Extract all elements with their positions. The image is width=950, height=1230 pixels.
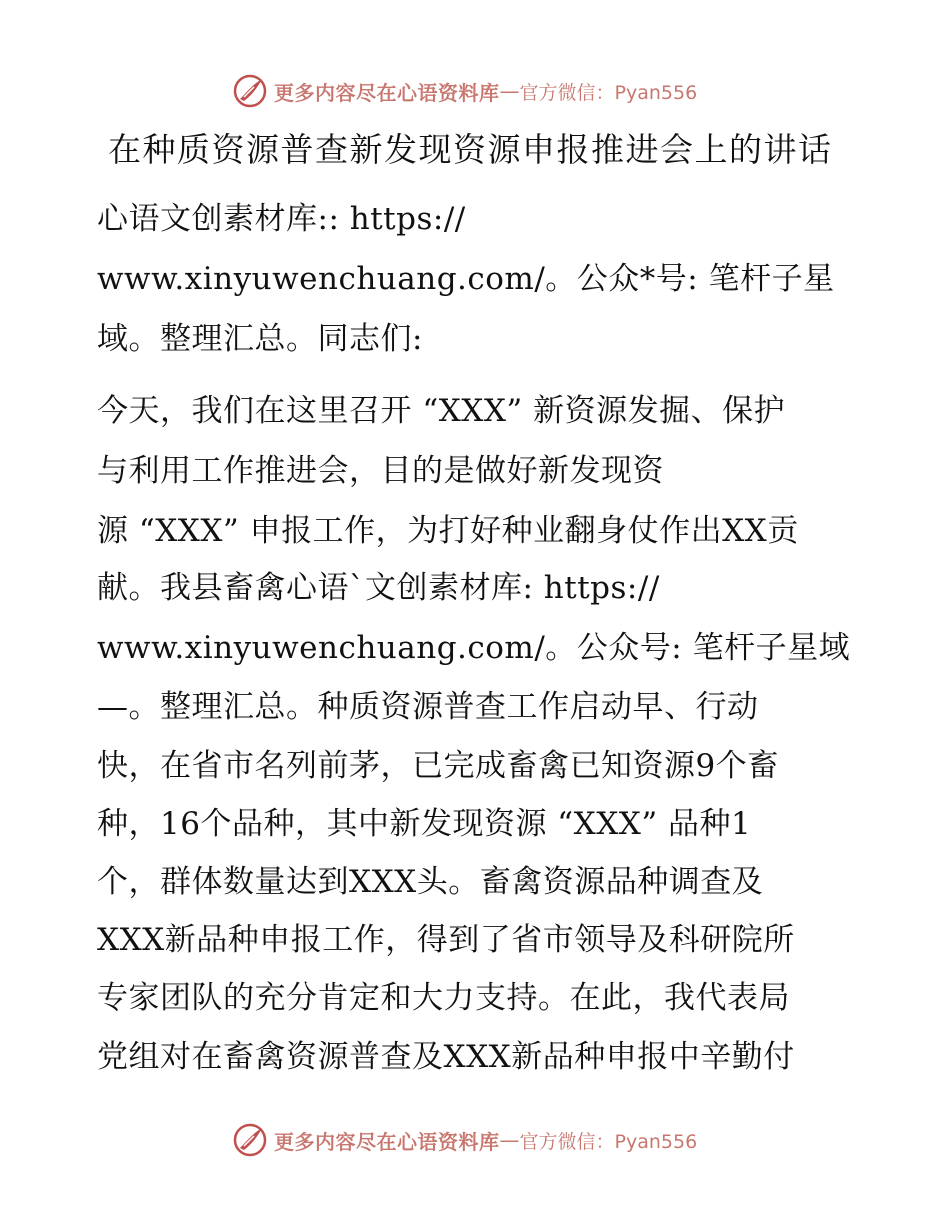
body-line: www.xinyuwenchuang.com/。公众号: 笔杆子星域: [97, 630, 851, 666]
body-line: 种，16个品种，其中新发现资源 “XXX” 品种1: [97, 806, 752, 842]
footer-promo-text: 更多内容尽在心语资料库: [274, 1129, 500, 1154]
body-line: XXX新品种申报工作，得到了省市领导及科研院所: [97, 922, 795, 958]
footer-banner: [232, 1120, 697, 1160]
body-line: 党组对在畜禽资源普查及XXX新品种申报中辛勤付: [97, 1039, 795, 1075]
body-line: www.xinyuwenchuang.com/。公众*号: 笔杆子星: [97, 261, 835, 297]
body-line: 快，在省市名列前茅，已完成畜禽已知资源9个畜: [97, 748, 779, 784]
header-banner: [232, 71, 697, 111]
header-separator: —: [499, 79, 520, 103]
quill-logo-icon: [232, 73, 268, 109]
body-line: 个，群体数量达到XXX头。畜禽资源品种调查及: [97, 864, 764, 900]
document-title: 在种质资源普查新发现资源申报推进会上的讲话: [108, 130, 833, 169]
quill-logo-icon: [232, 1122, 268, 1158]
body-line: 域。整理汇总。同志们:: [97, 321, 423, 357]
footer-contact-text: 官方微信：Pyan556: [519, 1130, 698, 1153]
header-promo-text: 更多内容尽在心语资料库: [274, 80, 500, 105]
body-line: 心语文创素材库:: https://: [97, 201, 466, 237]
body-line: 今天，我们在这里召开 “XXX” 新资源发掘、保护: [97, 393, 786, 429]
header-contact-text: 官方微信：Pyan556: [519, 81, 698, 104]
footer-separator: —: [499, 1128, 520, 1152]
body-line: 源 “XXX” 申报工作，为打好种业翻身仗作出XX贡: [97, 513, 799, 549]
body-line: 专家团队的充分肯定和大力支持。在此，我代表局: [97, 980, 790, 1016]
body-line: 献。我县畜禽心语`文创素材库: https://: [97, 570, 660, 606]
body-line: —。整理汇总。种质资源普查工作启动早、行动: [97, 689, 759, 725]
body-line: 与利用工作推进会，目的是做好新发现资: [97, 453, 664, 489]
